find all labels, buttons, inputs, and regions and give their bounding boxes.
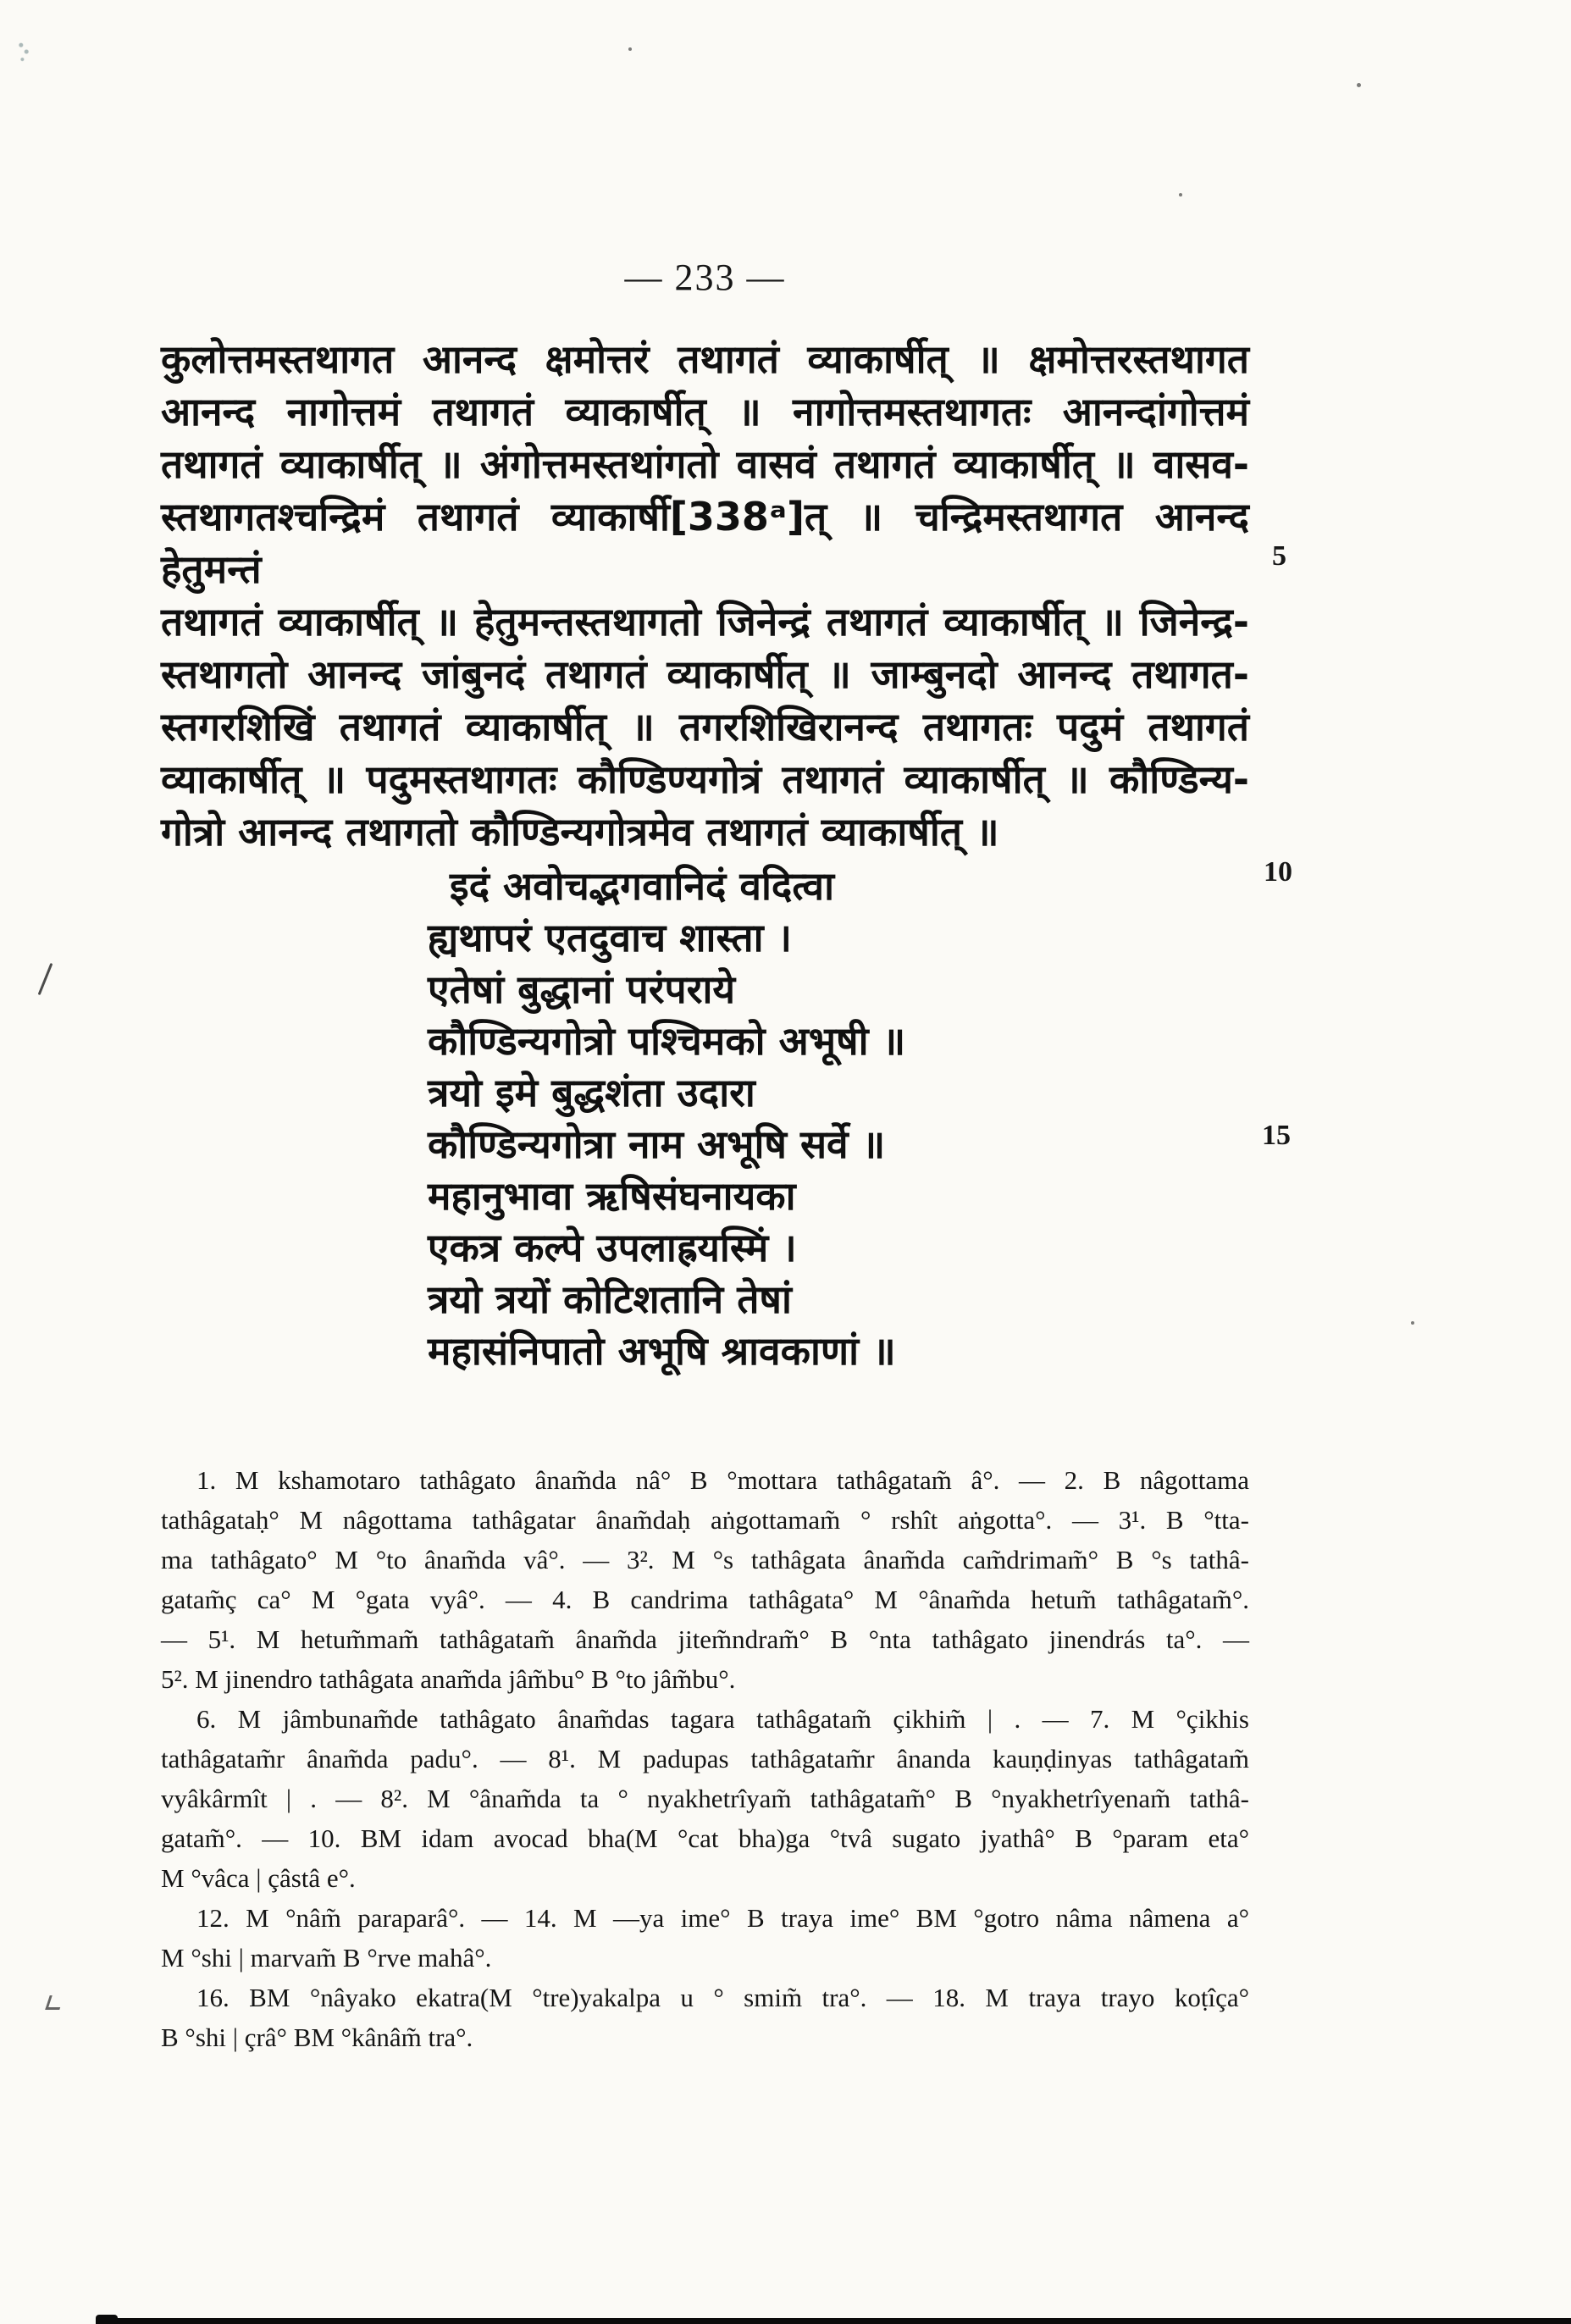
verse-line: ह्यथापरं एतदुवाच शास्ता । [428, 915, 792, 960]
prose-line: तथागतं व्याकार्षीत् ॥ हेतुमन्तस्तथागतो जिनेन्द्रं तथागतं व्याकार्षीत् ॥ जिनेन्द्र- [161, 599, 1249, 645]
footnote-line: tathâgatam̃r ânam̃da padu°. — 8¹. M padupas tathâgatam̃r ânanda kauṇḍinyas tathâgatam̃ [161, 1744, 1249, 1773]
footnote-line: B °shi | çrâ° BM °kânâm̃ tra°. [161, 2022, 473, 2052]
scan-artifact [17, 41, 30, 63]
footnote-line: 16. BM °nâyako ekatra(M °tre)yakalpa u ° smim̃ tra°. — 18. M traya trayo koṭîça° [196, 1983, 1249, 2012]
critical-apparatus [161, 1460, 1249, 2057]
page-number: — 233 — [624, 257, 786, 298]
footnote-line: gatam̃ç ca° M °gata vyâ°. — 4. B candrima tathâgata° M °ânam̃da hetum̃ tathâgatam̃°. [161, 1585, 1249, 1614]
footnote-line: gatam̃°. — 10. BM idam avocad bha(M °cat bha)ga °tvâ sugato jyathâ° B °param eta° [161, 1823, 1249, 1853]
footnote-line: — 5¹. M hetum̃mam̃ tathâgatam̃ ânam̃da jitem̃ndram̃° B °nta tathâgato jinendrás ta°. — [161, 1624, 1249, 1654]
margin-line-number-10: 10 [1264, 856, 1292, 888]
prose-line: गोत्रो आनन्द तथागतो कौण्डिन्यगोत्रमेव तथागतं व्याकार्षीत् ॥ [161, 809, 999, 855]
margin-line-number-15: 15 [1262, 1120, 1291, 1151]
footnote-line: 12. M °nâm̃ paraparâ°. — 14. M —ya ime° B traya ime° BM °gotro nâma nâmena a° [196, 1903, 1249, 1933]
prose-line: स्तथागतो आनन्द जांबुनदं तथागतं व्याकार्षीत् ॥ जाम्बुनदो आनन्द तथागत- [161, 651, 1249, 697]
scan-artifact [45, 1995, 64, 2010]
scan-edge-artifact [96, 2318, 1571, 2324]
footnote-line: ma tathâgato° M °to ânam̃da vâ°. — 3². M °s tathâgata ânam̃da cam̃drimam̃° B °s tathâ- [161, 1545, 1249, 1574]
devanagari-prose-block [161, 333, 1249, 858]
scan-artifact [628, 47, 632, 51]
prose-line: व्याकार्षीत् ॥ पदुमस्तथागतः कौण्डिण्यगोत्रं तथागतं व्याकार्षीत् ॥ कौण्डिन्य- [161, 756, 1249, 802]
verse-line: महानुभावा ऋषिसंघनायका [428, 1173, 796, 1219]
footnote-line: M °shi | marvam̃ B °rve mahâ°. [161, 1943, 492, 1973]
scan-artifact [1179, 193, 1182, 196]
verse-line: इदं अवोचद्भगवानिदं वदित्वा [450, 863, 835, 909]
verse-line: त्रयो इमे बुद्धशंता उदारा [428, 1070, 755, 1115]
verse-line: महासंनिपातो अभूषि श्रावकाणां ॥ [428, 1328, 896, 1374]
scan-artifact [1357, 83, 1361, 87]
devanagari-verse-block [428, 860, 1190, 1377]
margin-line-number-5: 5 [1272, 540, 1286, 572]
prose-line: स्तगरशिखिं तथागतं व्याकार्षीत् ॥ तगरशिखिरानन्द तथागतः पदुमं तथागतं [161, 704, 1249, 750]
footnote-line: tathâgataḥ° M nâgottama tathâgatar ânam̃daḥ aṅgottamam̃ ° rshît aṅgotta°. — 3¹. B °tta- [161, 1505, 1249, 1535]
prose-line: तथागतं व्याकार्षीत् ॥ अंगोत्तमस्तथांगतो वासवं तथागतं व्याकार्षीत् ॥ वासव- [161, 441, 1249, 487]
footnote-line: 5². M jinendro tathâgata anam̃da jâm̃bu° B °to jâm̃bu°. [161, 1664, 736, 1694]
verse-line: कौण्डिन्यगोत्रो पश्चिमको अभूषी ॥ [428, 1018, 906, 1064]
footnote-line: vyâkârmît | . — 8². M °ânam̃da ta ° nyakhetrîyam̃ tathâgatam̃° B °nyakhetrîyenam̃ tathâ- [161, 1784, 1249, 1813]
verse-line: त्रयो त्रयों कोटिशतानि तेषां [428, 1276, 792, 1322]
verse-line: एतेषां बुद्धानां परंपराये [428, 966, 736, 1012]
footnote-line: M °vâca | çâstâ e°. [161, 1863, 356, 1893]
scan-artifact [1411, 1321, 1414, 1325]
scan-artifact [38, 963, 53, 995]
footnote-line: 6. M jâmbunam̃de tathâgato ânam̃das tagara tathâgatam̃ çikhim̃ | . — 7. M °çikhis [196, 1704, 1249, 1734]
verse-line: एकत्र कल्पे उपलाह्रयस्मिं । [428, 1225, 797, 1270]
prose-line: कुलोत्तमस्तथागत आनन्द क्षमोत्तरं तथागतं व्याकार्षीत् ॥ क्षमोत्तरस्तथागत [161, 336, 1249, 382]
prose-line: आनन्द नागोत्तमं तथागतं व्याकार्षीत् ॥ नागोत्तमस्तथागतः आनन्दांगोत्तमं [161, 389, 1249, 434]
footnote-line: 1. M kshamotaro tathâgato ânam̃da nâ° B °mottara tathâgatam̃ â°. — 2. B nâgottama [196, 1465, 1249, 1495]
prose-line: स्तथागतश्चन्द्रिमं तथागतं व्याकार्षी[338ᵃ]त् ॥ चन्द्रिमस्तथागत आनन्द हेतुमन्तं [161, 494, 1249, 592]
verse-line: कौण्डिन्यगोत्रा नाम अभूषि सर्वे ॥ [428, 1121, 886, 1167]
